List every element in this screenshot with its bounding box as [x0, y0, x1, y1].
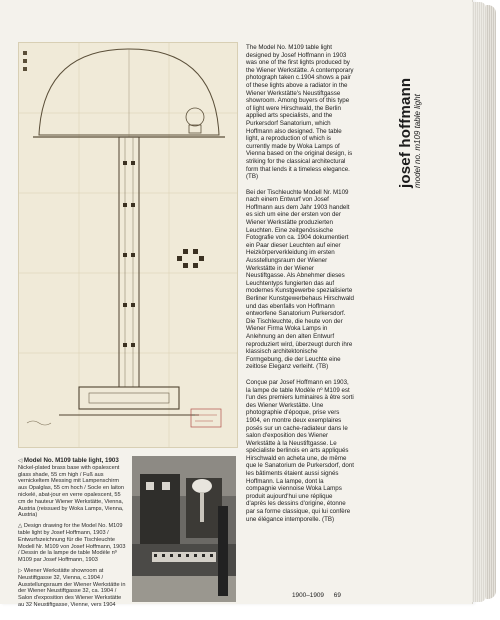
page-edge-stack	[472, 2, 486, 602]
caption-arrow-up: △	[18, 523, 23, 530]
caption-title: Model No. M109 table light, 1903	[23, 457, 119, 464]
design-drawing-image	[18, 42, 238, 448]
caption-block	[18, 458, 126, 613]
caption-design-drawing	[18, 523, 126, 564]
caption-body: Nickel-plated brass base with opalescent glass shade, 55 cm high / Fuß aus vernickeltem Messing mit Lampenschirm aus Opalglas, 55 cm hoch / Socle en laiton nickelé, abat-jour en verre opalescent, 55 cm de hauteur Wiener Werkstätte, Vienna, Austria (reissued by Woka Lamps, Vienna, Austria)	[18, 464, 125, 519]
body-text-column	[246, 44, 354, 531]
caption-body: Design drawing for the Model No. M109 table light by Josef Hoffmann, 1903 / Entwurfszeichnung für die Tischleuchte Modell Nr. M109 von Josef Hoffmann, 1903 / Dessin de la lampe de table Modèle nº M109 par Josef Hoffmann, 1903	[18, 523, 126, 564]
caption-arrow-left: ◁	[18, 458, 23, 464]
german-paragraph: Bei der Tischleuchte Modell Nr. M109 nach einem Entwurf von Josef Hoffmann aus dem Jahr 1903 handelt es sich um eine der ersten von der Wiener Werkstätte produzierten Leuchten. Eine zeitgenössische Fotografie von ca. 1904 dokumentiert ein Paar dieser Leuchten auf einer Heizkörperverkleidung im ersten Ausstellungsraum der Wiener Werkstätte in der Wiener Neustiftgasse. Als Abnehmer dieses Leuchtentyps fungierten das auf modernes Kunstgewerbe spezialisierte Berliner Kunstgewerbehaus Hirschwald und das ebenfalls von Hoffmann entworfene Sanatorium Purkersdorf. Die Tischleuchte, die heute von der Wiener Firma Woka Lamps in Anlehnung an den alten Entwurf reproduziert wird, überzeugt durch ihre klassisch architektonische Formgebung, die der Leuchte eine zeitlose Eleganz verleiht. (TB)	[246, 188, 354, 371]
vertical-title	[372, 28, 422, 188]
caption-arrow-right: ▷	[18, 567, 23, 574]
folio-page-number: 69	[333, 592, 341, 599]
caption-table-light	[18, 458, 126, 519]
model-subtitle: model no. m109 table light	[413, 94, 422, 188]
designer-name: josef hoffmann	[397, 77, 414, 188]
showroom-photo	[132, 456, 236, 602]
french-paragraph: Conçue par Josef Hoffmann en 1903, la lampe de table Modèle nº M109 est l'un des premiers luminaires à être sorti des Wiener Werkstätte. Une photographie d'époque, prise vers 1904, en montre deux exemplaires posés sur un cache-radiateur dans le salon d'exposition des Wiener Werkstätte à la Neustiftgasse. Le spécialiste berlinois en arts appliqués Hirschwald en acheta une, de même que le Sanatorium de Purkersdorf, dont les bâtiments étaient aussi signés Hoffmann. La lampe, dont la compagnie viennoise Woka Lamps produit aujourd'hui une réplique d'après les dessins d'origine, étonne par sa forme classique, qui lui confère une élégance intemporelle. (TB)	[246, 378, 355, 523]
folio-period: 1900–1909	[292, 592, 324, 599]
english-paragraph: The Model No. M109 table light designed by Josef Hoffmann in 1903 was one of the first lights produced by the Wiener Werkstätte. A contemporary photograph taken c.1904 shows a pair of these lights above a radiator in the Wiener Werkstätte's Neustiftgasse showroom. Among buyers of this type of light were Hirschwald, the Berlin applied arts specialists, and the Purkersdorf Sanatorium, which Hoffmann also designed. The table light, a reproduction of which is currently made by Woka Lamps of Vienna based on the original design, is striking for the classical architectural form that lends it a timeless elegance. (TB)	[246, 44, 354, 181]
page-edge-stack-back	[486, 5, 496, 599]
caption-showroom	[18, 568, 126, 609]
page-folio	[292, 592, 341, 599]
caption-body: Wiener Werkstätte showroom at Neustiftgasse 32, Vienna, c.1904 / Ausstellungsraum der Wiener Werkstätte in der Wiener Neustiftgasse 32, ca. 1904 / Salon d'exposition des Wiener Werkstätte au 32 Neustiftgasse, Vienne, vers 1904	[18, 567, 126, 608]
